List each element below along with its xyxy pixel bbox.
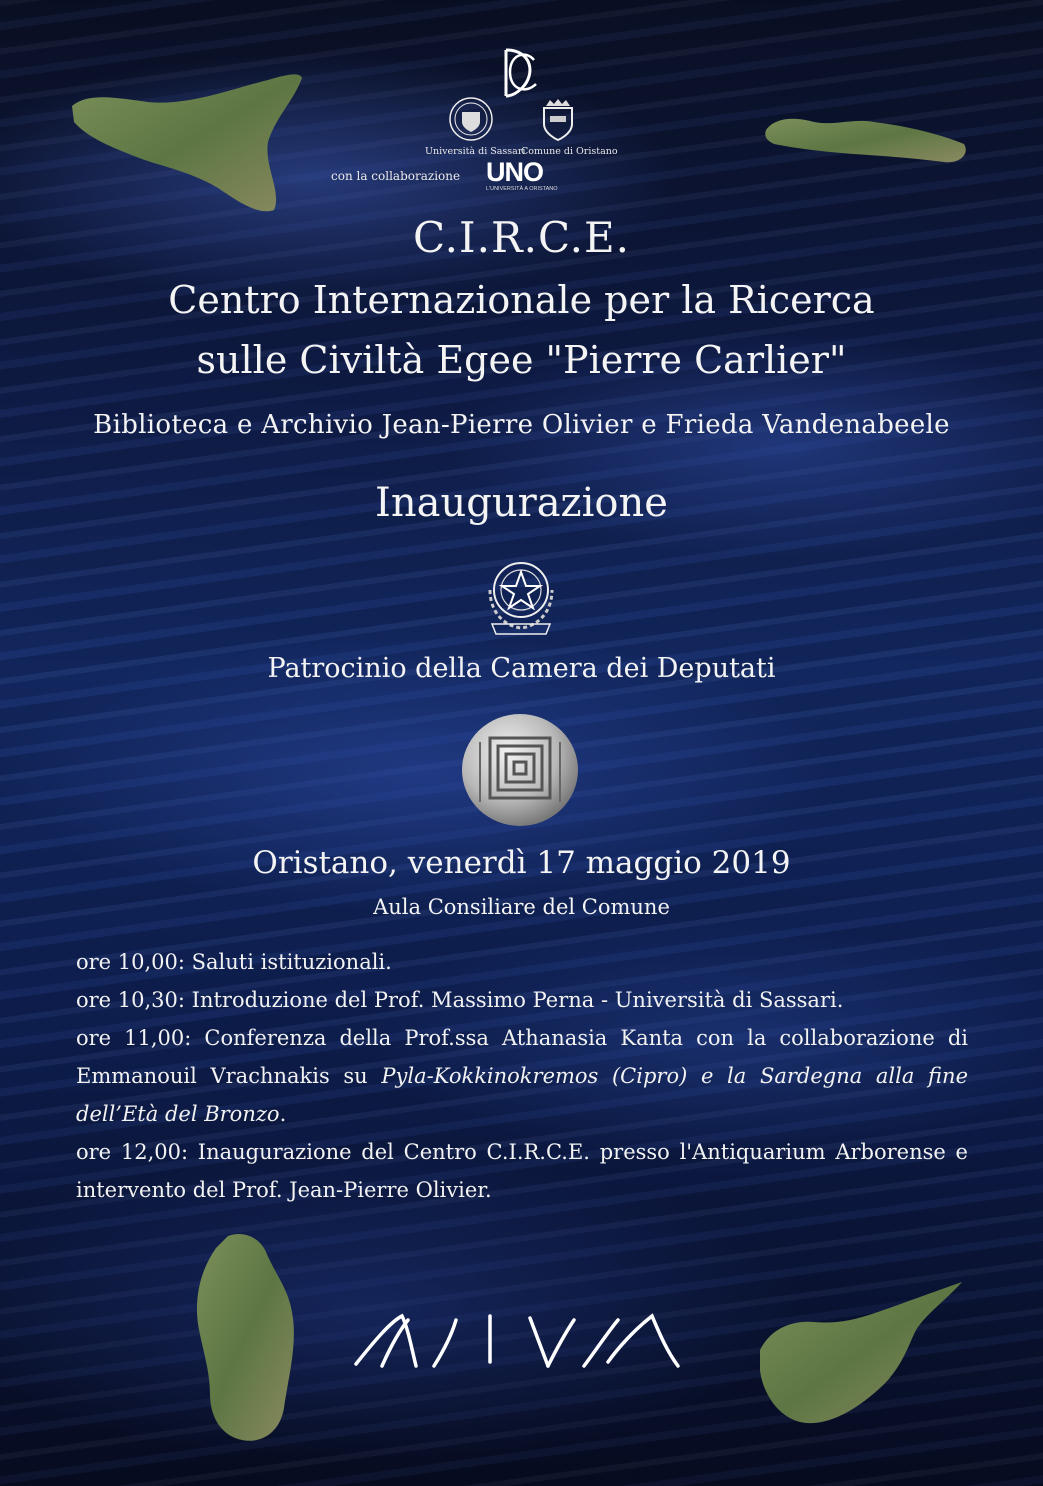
sardinia-island-image: [188, 1228, 308, 1448]
program-item-2: ore 10,30: Introduzione del Prof. Massimo Perna - Università di Sassari.: [76, 988, 844, 1012]
program-item-1: ore 10,00: Saluti istituzionali.: [76, 950, 392, 974]
program-item-3-lecture-title: Pyla-Kokkinokremos (Cipro) e la Sardegna alla fine dell’Età del Bronzo: [76, 1064, 968, 1126]
comune-oristano-label: Comune di Oristano: [521, 146, 618, 157]
italian-republic-emblem-icon: [478, 550, 564, 640]
labyrinth-coin-image: [460, 712, 580, 828]
program-item-4: ore 12,00: Inaugurazione del Centro C.I.R.C.E. presso l'Antiquarium Arborense e intervento del Prof. Jean-Pierre Olivier.: [76, 1140, 968, 1202]
cyprus-island-image: [756, 1280, 966, 1430]
inauguration-heading: Inaugurazione: [375, 480, 668, 526]
uno-logo-subtitle: L'UNIVERSITÀ A ORISTANO: [486, 186, 558, 192]
library-archive-subtitle: Biblioteca e Archivio Jean-Pierre Olivier e Frieda Vandenabeele: [93, 410, 950, 440]
crete-island-image: [764, 104, 970, 170]
event-venue: Aula Consiliare del Comune: [373, 895, 670, 919]
program-item-3: ore 11,00: Conferenza della Prof.ssa Athanasia Kanta con la collaborazione di Emmanouil Vrachnakis su Pyla-Kokkinokremos (Cipro) e la Sardegna alla fine dell’Età del Bronzo.: [76, 1026, 968, 1126]
university-sassari-label: Università di Sassari: [425, 146, 526, 157]
program-item-3-intro: ore 11,00: Conferenza della Prof.ssa Athanasia Kanta con la collaborazione di Emmanouil Vrachnakis su: [76, 1026, 968, 1088]
university-sassari-seal-icon: [448, 96, 494, 142]
program-list: [76, 943, 968, 1209]
camera-deputati-monogram-icon: [496, 44, 544, 102]
patronage-text: Patrocinio della Camera dei Deputati: [267, 653, 776, 684]
sicily-island-image: [68, 70, 308, 220]
uno-logo-text: UNO: [486, 157, 543, 187]
centre-title-line-1: Centro Internazionale per la Ricerca: [168, 278, 875, 322]
centre-title-line-2: sulle Civiltà Egee "Pierre Carlier": [196, 338, 847, 382]
collaboration-label: con la collaborazione: [331, 169, 461, 183]
linear-b-inscription-graphic: [352, 1310, 688, 1374]
event-date-location: Oristano, venerdì 17 maggio 2019: [252, 845, 791, 881]
circe-acronym-title: C.I.R.C.E.: [413, 213, 630, 262]
comune-oristano-crest-icon: [540, 98, 576, 142]
